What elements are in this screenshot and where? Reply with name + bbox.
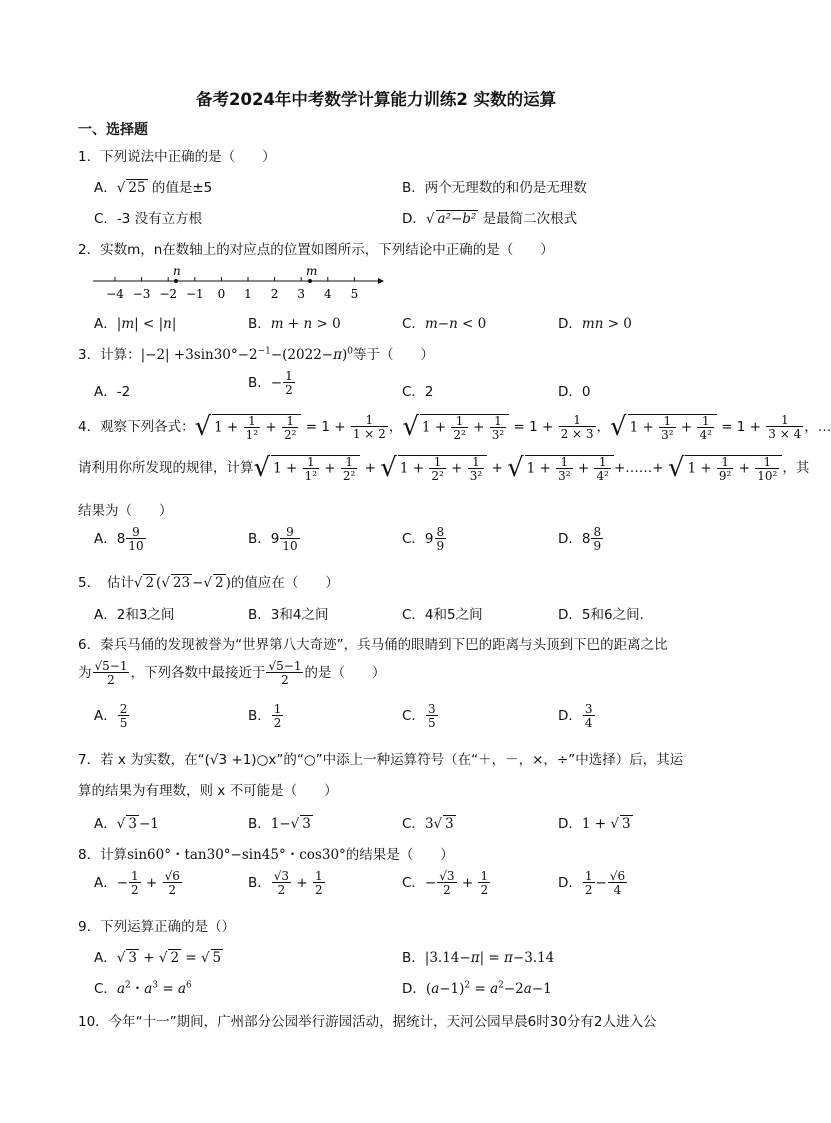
q7-option-c: C．3√ 3 [402, 816, 454, 832]
q1-stem: 1．下列说法中正确的是（ ） [78, 149, 276, 165]
q3-option-a: A．-2 [94, 384, 131, 400]
q1-option-a: A．√ 25 的值是±5 [94, 180, 213, 196]
axis-tick-label: 1 [244, 287, 252, 301]
q2-option-a: A．|m| < |n| [94, 316, 177, 332]
q5-option-c: C．4和5之间 [402, 607, 483, 623]
q5-stem: 5． 估计√ 2 (√ 23 −√ 2 )的值应在（ ） [78, 575, 339, 591]
q1-option-b: B．两个无理数的和仍是无理数 [402, 180, 587, 196]
axis-tick-label: −4 [106, 287, 124, 301]
axis-tick-label: −3 [132, 287, 151, 301]
page-title: 备考2024年中考数学计算能力训练2 实数的运算 [196, 90, 557, 109]
q10-line1: 10．今年“十一”期间，广州部分公园举行游园活动，据统计，天河公园早晨6时30分有2人进入公 [78, 1014, 657, 1030]
q9-option-a: A．√ 3 + √ 2 = √ 5 [94, 950, 222, 966]
q2-stem: 2．实数m，n在数轴上的对应点的位置如图所示，下列结论中正确的是（ ） [78, 242, 554, 258]
axis-tick-label: 5 [350, 287, 359, 301]
q8-option-c: C．− $\frac{√3}{2}$ + $\frac{1}{2}$ [402, 869, 489, 897]
q6-option-a: A． $\frac{2}{5}$ [94, 702, 128, 730]
q8-stem: 8．计算sin60°・tan30°−sin45°・cos30°的结果是（ ） [78, 847, 454, 863]
q7-line2: 算的结果为有理数，则 x 不可能是（ ） [78, 783, 338, 799]
q9-option-b: B．|3.14−π| = π−3.14 [402, 950, 555, 966]
q3-stem: 3．计算：$|-2| +3\sin 30^\circ-2^{-1}-(2022-\pi)^0$等于（ ） [78, 346, 434, 363]
axis-tick-label: 0 [217, 287, 226, 301]
q9-option-d: D．$(a-1)^2 = a^2-2a-1$ [402, 980, 552, 997]
q4-line2: 请利用你所发现的规律，计算√ 1 + $\frac{1}{\text{1²}}$ + $\frac{1}{\text{2²}}$ + √ 1 + $\frac{1}{\text{2²}}$ + $\frac{1}{\text{3²}}$ + √ 1 + $\frac{1}{\text{3²}}$ + $\frac{1}{\text{4²}}$ +……+ √ 1 + $\frac{1}{\text{9²}}$ + $\frac{1}{\text{10²}}$ ，其 [78, 453, 810, 483]
axis-tick-label: −1 [185, 287, 204, 301]
axis-tick-label: 3 [297, 287, 306, 301]
q8-option-a: A．− $\frac{1}{2}$ + $\frac{√6}{2}$ [94, 869, 180, 897]
q6-option-d: D． $\frac{3}{4}$ [558, 702, 593, 730]
q7-option-a: A．√ 3 −1 [94, 816, 159, 832]
q6-line1: 6．秦兵马俑的发现被誉为“世界第八大奇迹”，兵马俑的眼睛到下巴的距离与头顶到下巴的距离之比 [78, 637, 668, 653]
q8-option-b: B． $\frac{√3}{2}$ + $\frac{1}{2}$ [248, 869, 323, 897]
q6-line2: 为 $\frac{√5-1}{2}$ ，下列各数中最接近于 $\frac{√5-1}{2}$ 的是（ ） [78, 659, 386, 687]
q2-option-d: D．mn > 0 [558, 316, 632, 332]
number-line [88, 262, 388, 304]
q6-option-b: B． $\frac{1}{2}$ [248, 702, 282, 730]
q3-option-b: B．− $\frac{1}{2}$ [248, 369, 293, 397]
q7-line1: 7．若 x 为实数，在“(√3 +1)○x”的“○”中添上一种运算符号（在“＋，－，×，÷”中选择）后，其运 [78, 752, 684, 768]
q5-option-a: A．2和3之间 [94, 607, 175, 623]
q3-option-c: C．2 [402, 384, 434, 400]
q1-option-d: D．√ a²−b² 是最简二次根式 [402, 211, 578, 227]
q5-option-b: B．3和4之间 [248, 607, 329, 623]
q7-option-d: D．1 + √ 3 [558, 816, 631, 832]
q9-stem: 9．下列运算正确的是（） [78, 919, 236, 935]
q3-option-d: D．0 [558, 384, 591, 400]
point-m-label: m [306, 264, 318, 278]
q1-option-c: C．-3 没有立方根 [94, 211, 203, 227]
section-heading: 一、选择题 [78, 122, 148, 138]
q4-option-a: A．8 $\frac{9}{10}$ [94, 525, 144, 553]
q4-option-d: D．8 $\frac{8}{9}$ [558, 525, 602, 553]
q9-option-c: C．$a^2$・$a^3 = a^6$ [94, 980, 192, 997]
q4-line1: 4．观察下列各式：√ 1 + $\frac{1}{\text{1²}}$ + $\frac{1}{\text{2²}}$ = 1 + $\frac{1}{1 \times 2}$ ，√ 1 + $\frac{1}{\text{2²}}$ + $\frac{1}{\text{3²}}$ = 1 + $\frac{1}{2 \times 3}$ ，√ 1 + $\frac{1}{\text{3²}}$ + $\frac{1}{\text{4²}}$ = 1 + $\frac{1}{3 \times 4}$ ，… [78, 412, 831, 442]
axis-tick-label: 4 [323, 287, 332, 301]
q8-option-d: D． $\frac{1}{2}$ − $\frac{√6}{4}$ [558, 869, 626, 897]
q7-option-b: B．1−√ 3 [248, 816, 311, 832]
q5-option-d: D．5和6之间． [558, 607, 654, 623]
q6-option-c: C． $\frac{3}{5}$ [402, 702, 436, 730]
point-n-label: n [173, 264, 181, 278]
q2-option-b: B．m + n > 0 [248, 316, 341, 332]
q2-option-c: C．m−n < 0 [402, 316, 487, 332]
axis-tick-label: 2 [270, 287, 279, 301]
q4-option-b: B．9 $\frac{9}{10}$ [248, 525, 298, 553]
q4-line3: 结果为（ ） [78, 503, 173, 519]
axis-tick-label: −2 [159, 287, 178, 301]
q4-option-c: C．9 $\frac{8}{9}$ [402, 525, 445, 553]
